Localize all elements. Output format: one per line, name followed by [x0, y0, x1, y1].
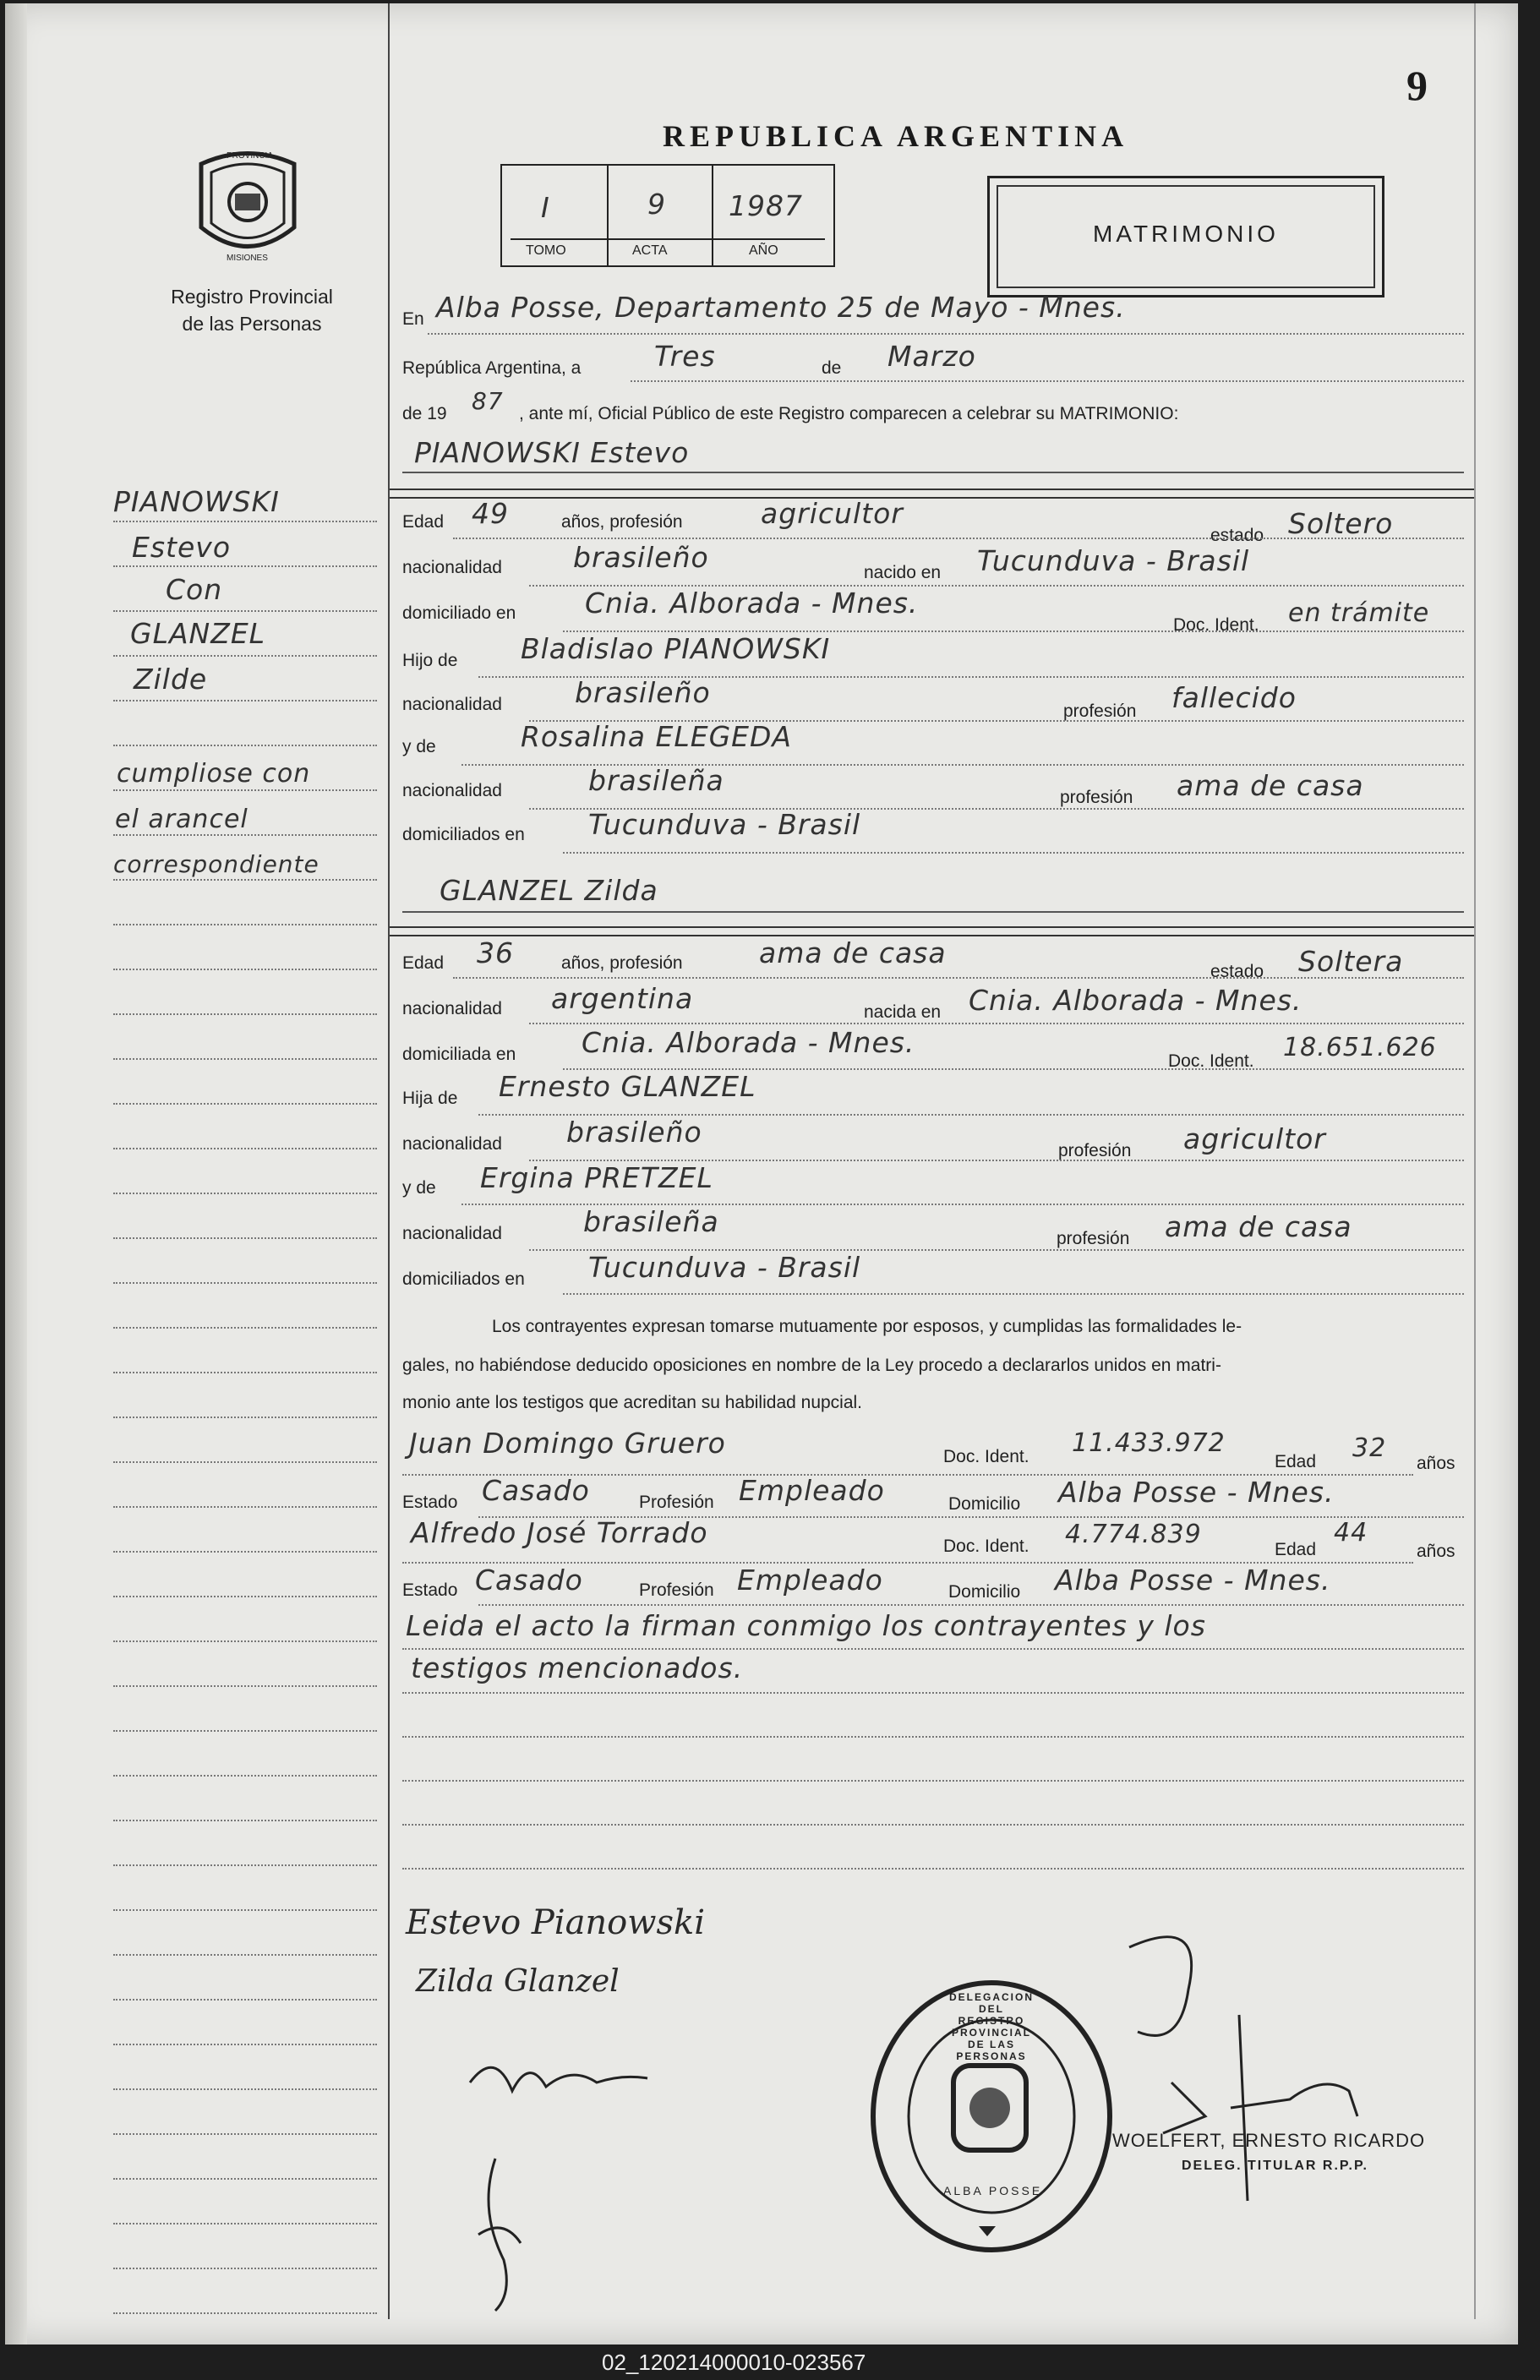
groom-parents-dom: Tucunduva - Brasil [588, 808, 861, 841]
bride-mother-prof-label: profesión [1057, 1229, 1130, 1248]
image-id-footer: 02_120214000010-023567 [602, 2350, 866, 2375]
margin-ruled-line [113, 834, 377, 836]
act-type-box [987, 176, 1384, 298]
margin-ruled-line [113, 610, 377, 612]
official-signature-icon [1104, 1922, 1425, 2243]
margin-ruled-line [113, 1775, 377, 1777]
bride-estado: Soltera [1298, 945, 1404, 978]
witness2-dom: Alba Posse - Mnes. [1055, 1564, 1331, 1597]
republica-label: República Argentina, a [402, 358, 582, 378]
margin-groom-surname: PIANOWSKI [113, 485, 280, 518]
bride-nacida-label: nacida en [864, 1002, 942, 1022]
margin-ruled-line [113, 1103, 377, 1105]
bride-doc-label: Doc. Ident. [1168, 1051, 1254, 1071]
groom-father-nac: brasileño [575, 676, 711, 709]
margin-ruled-line [113, 1193, 377, 1194]
witness1-dom-label: Domicilio [948, 1494, 1021, 1514]
bride-father-nac-label: nacionalidad [402, 1134, 502, 1154]
register-sheet [5, 3, 1518, 2345]
groom-yde-label: y de [402, 737, 436, 756]
witness1-edad: 32 [1352, 1433, 1387, 1463]
groom-hijo-label: Hijo de [402, 651, 458, 670]
margin-ruled-line [113, 879, 377, 881]
line [563, 1293, 1464, 1295]
margin-ruled-line [113, 1685, 377, 1687]
margin-ruled-line [113, 1013, 377, 1015]
groom-name: PIANOWSKI Estevo [414, 436, 690, 469]
line [428, 333, 1464, 335]
bride-parents-dom-label: domiciliados en [402, 1269, 525, 1289]
groom-nacido: Tucunduva - Brasil [977, 544, 1250, 577]
groom-mother: Rosalina ELEGEDA [521, 720, 792, 753]
margin-ruled-line [113, 1506, 377, 1508]
acta-label: ACTA [632, 243, 668, 258]
witness1-doc: 11.433.972 [1072, 1428, 1226, 1458]
groom-parents-dom-label: domiciliados en [402, 825, 525, 844]
year-prefix: de 19 [402, 404, 447, 423]
line [478, 1604, 1464, 1606]
groom-father-prof: fallecido [1171, 681, 1297, 714]
margin-ruled-line [113, 2044, 377, 2045]
page-number: 9 [1406, 62, 1428, 109]
groom-father: Bladislao PIANOWSKI [521, 632, 831, 665]
margin-ruled-line [113, 1282, 377, 1284]
bride-nac-label: nacionalidad [402, 999, 502, 1018]
bride-edad: 36 [477, 936, 514, 969]
bride-mother-nac-label: nacionalidad [402, 1224, 502, 1243]
bride-father: Ernesto GLANZEL [499, 1070, 756, 1103]
groom-dom-label: domiciliado en [402, 603, 516, 623]
bride-yde-label: y de [402, 1178, 436, 1198]
bride-doc: 18.651.626 [1283, 1033, 1437, 1062]
bride-dom-label: domiciliada en [402, 1045, 516, 1064]
act-type-label: MATRIMONIO [1093, 221, 1279, 247]
declaration-line3: monio ante los testigos que acreditan su habilidad nupcial. [402, 1393, 863, 1412]
bride-profesion-label: años, profesión [561, 953, 683, 973]
right-edge-line [1474, 3, 1476, 2319]
intro-text: , ante mí, Oficial Público de este Registro comparecen a celebrar su MATRIMONIO: [519, 404, 1179, 423]
margin-ruled-line [113, 655, 377, 657]
bride-father-prof: agricultor [1183, 1122, 1326, 1155]
line [402, 1692, 1464, 1694]
registry-name-line1: Registro Provincial [171, 286, 333, 308]
margin-ruled-line [113, 1148, 377, 1149]
witness2-name: Alfredo José Torrado [411, 1516, 708, 1549]
body-ruled-line [402, 1824, 1464, 1826]
margin-ruled-line [113, 1999, 377, 2001]
groom-edad-label: Edad [402, 512, 445, 532]
witness2-estado-label: Estado [402, 1580, 458, 1600]
declaration-line2: gales, no habiéndose deducido oposiciones en nombre de la Ley procedo a declararlos unidos en matri- [402, 1356, 1221, 1375]
margin-ruled-line [113, 565, 377, 567]
de-label: de [822, 358, 842, 378]
margin-ruled-line [113, 2268, 377, 2269]
line [402, 472, 1464, 473]
tomo-label: TOMO [526, 243, 566, 258]
margin-note-1: cumpliose con [117, 759, 311, 789]
binding-spine [5, 3, 27, 2345]
page-title: REPUBLICA ARGENTINA [663, 119, 1129, 153]
bride-mother: Ergina PRETZEL [480, 1161, 713, 1194]
groom-profesion: agricultor [761, 497, 904, 530]
witness2-edad-label: Edad [1275, 1540, 1317, 1559]
bride-estado-label: estado [1210, 962, 1264, 981]
margin-ruled-line [113, 969, 377, 970]
margin-ruled-line [113, 924, 377, 925]
margin-ruled-line [113, 1820, 377, 1821]
stamp-ring-text: DELEGACION DEL REGISTRO PROVINCIAL DE LAS PERSONAS [948, 1991, 1034, 2062]
groom-mother-nac: brasileña [588, 764, 724, 797]
margin-groom-name: Estevo [132, 531, 232, 564]
groom-father-prof-label: profesión [1063, 701, 1137, 721]
witness2-prof: Empleado [737, 1564, 883, 1597]
month-value: Marzo [887, 340, 976, 373]
official-name: WOELFERT, ERNESTO RICARDO [1112, 2130, 1426, 2151]
witness1-prof: Empleado [739, 1474, 885, 1507]
place-value: Alba Posse, Departamento 25 de Mayo - Mnes. [436, 291, 1126, 324]
bride-edad-label: Edad [402, 953, 445, 973]
line [453, 977, 1464, 979]
margin-ruled-line [113, 1417, 377, 1418]
groom-estado: Soltero [1288, 507, 1394, 540]
province-seal-icon [193, 147, 303, 265]
margin-ruled-line [113, 1461, 377, 1463]
margin-ruled-line [113, 1640, 377, 1642]
bride-mother-prof: ama de casa [1165, 1210, 1352, 1243]
margin-ruled-line [113, 2133, 377, 2135]
witness2-doc-label: Doc. Ident. [943, 1537, 1029, 1556]
margin-ruled-line [113, 1954, 377, 1956]
tomo-value: I [541, 191, 550, 224]
groom-father-nac-label: nacionalidad [402, 695, 502, 714]
section-divider [390, 489, 1474, 490]
en-label: En [402, 309, 424, 329]
witness1-doc-label: Doc. Ident. [943, 1447, 1029, 1466]
bride-father-nac: brasileño [566, 1116, 702, 1149]
margin-ruled-line [113, 700, 377, 701]
seal-bottom-text: MISIONES [227, 254, 268, 263]
groom-mother-prof: ama de casa [1177, 769, 1364, 802]
witness1-estado-label: Estado [402, 1493, 458, 1512]
margin-bride-name: Zilde [134, 663, 208, 696]
seal-top-text: PROVINCIA [227, 151, 274, 161]
margin-ruled-line [113, 2223, 377, 2224]
groom-doc: en trámite [1288, 598, 1430, 628]
groom-estado-label: estado [1210, 526, 1264, 545]
margin-divider [388, 3, 390, 2319]
margin-bride-surname: GLANZEL [130, 617, 266, 650]
groom-profesion-label: años, profesión [561, 512, 683, 532]
bride-hija-label: Hija de [402, 1089, 458, 1108]
groom-mother-prof-label: profesión [1060, 788, 1133, 807]
closing-line1: Leida el acto la firman conmigo los contrayentes y los [406, 1609, 1206, 1642]
margin-ruled-line [113, 1327, 377, 1329]
body-ruled-line [402, 1736, 1464, 1738]
bride-father-prof-label: profesión [1058, 1141, 1132, 1160]
groom-nac-label: nacionalidad [402, 558, 502, 577]
groom-signature: Estevo Pianowski [406, 1903, 706, 1942]
official-title: DELEG. TITULAR R.P.P. [1182, 2159, 1368, 2173]
bride-domicilio: Cnia. Alborada - Mnes. [582, 1026, 915, 1059]
section-divider [390, 497, 1474, 499]
day-value: Tres [654, 340, 716, 373]
witness2-estado: Casado [475, 1564, 583, 1597]
witness1-estado: Casado [482, 1474, 590, 1507]
line [631, 380, 1464, 382]
ano-value: 1987 [729, 189, 803, 222]
margin-note-2: el arancel [115, 805, 248, 834]
margin-ruled-line [113, 521, 377, 522]
witness-signatures-icon [445, 2040, 681, 2319]
witness1-name: Juan Domingo Gruero [409, 1427, 726, 1460]
margin-ruled-line [113, 1909, 377, 1911]
margin-ruled-line [113, 1551, 377, 1553]
witness2-edad: 44 [1334, 1518, 1368, 1548]
bride-name: GLANZEL Zilda [440, 874, 658, 907]
line [563, 852, 1464, 854]
line [453, 538, 1464, 539]
ano-label: AÑO [749, 243, 778, 258]
bride-signature: Zilda Glanzel [416, 1964, 620, 1999]
margin-ruled-line [113, 1596, 377, 1597]
closing-line2: testigos mencionados. [411, 1651, 744, 1684]
margin-note-3: correspondiente [113, 850, 319, 878]
margin-ruled-line [113, 745, 377, 746]
witness1-anos-label: años [1417, 1454, 1455, 1473]
margin-ruled-line [113, 1864, 377, 1866]
bride-nac: argentina [551, 982, 694, 1015]
registry-name-line2: de las Personas [182, 313, 322, 335]
acta-value: 9 [647, 188, 666, 221]
groom-nacido-label: nacido en [864, 563, 942, 582]
groom-mother-nac-label: nacionalidad [402, 781, 502, 800]
declaration-line1: Los contrayentes expresan tomarse mutuamente por esposos, y cumplidas las formalidades le- [492, 1317, 1242, 1336]
witness2-anos-label: años [1417, 1542, 1455, 1561]
bride-parents-dom: Tucunduva - Brasil [588, 1251, 861, 1284]
groom-doc-label: Doc. Ident. [1173, 615, 1259, 635]
bride-nacida: Cnia. Alborada - Mnes. [969, 984, 1302, 1017]
margin-ruled-line [113, 1372, 377, 1373]
margin-ruled-line [113, 2312, 377, 2314]
stamp-center-text: ALBA POSSE [943, 2184, 1043, 2197]
witness1-edad-label: Edad [1275, 1452, 1317, 1471]
line [529, 1023, 1464, 1024]
groom-domicilio: Cnia. Alborada - Mnes. [585, 587, 919, 620]
line [402, 1648, 1464, 1650]
witness1-dom: Alba Posse - Mnes. [1058, 1476, 1335, 1509]
body-ruled-line [402, 1780, 1464, 1782]
groom-edad: 49 [472, 497, 509, 530]
witness2-dom-label: Domicilio [948, 1582, 1021, 1602]
margin-ruled-line [113, 789, 377, 791]
witness2-doc: 4.774.839 [1065, 1520, 1202, 1549]
witness2-prof-label: Profesión [639, 1580, 714, 1600]
margin-ruled-line [113, 1237, 377, 1239]
margin-ruled-line [113, 1058, 377, 1060]
margin-ruled-line [113, 2178, 377, 2180]
bride-mother-nac: brasileña [583, 1205, 719, 1238]
body-ruled-line [402, 1868, 1464, 1870]
margin-ruled-line [113, 2088, 377, 2090]
section-divider [390, 926, 1474, 928]
line [402, 911, 1464, 913]
record-number-box [500, 164, 835, 267]
witness1-prof-label: Profesión [639, 1493, 714, 1512]
groom-nac: brasileño [573, 541, 709, 574]
year-suffix: 87 [472, 387, 504, 415]
margin-ruled-line [113, 1730, 377, 1732]
margin-con: Con [166, 573, 223, 606]
bride-profesion: ama de casa [759, 936, 947, 969]
